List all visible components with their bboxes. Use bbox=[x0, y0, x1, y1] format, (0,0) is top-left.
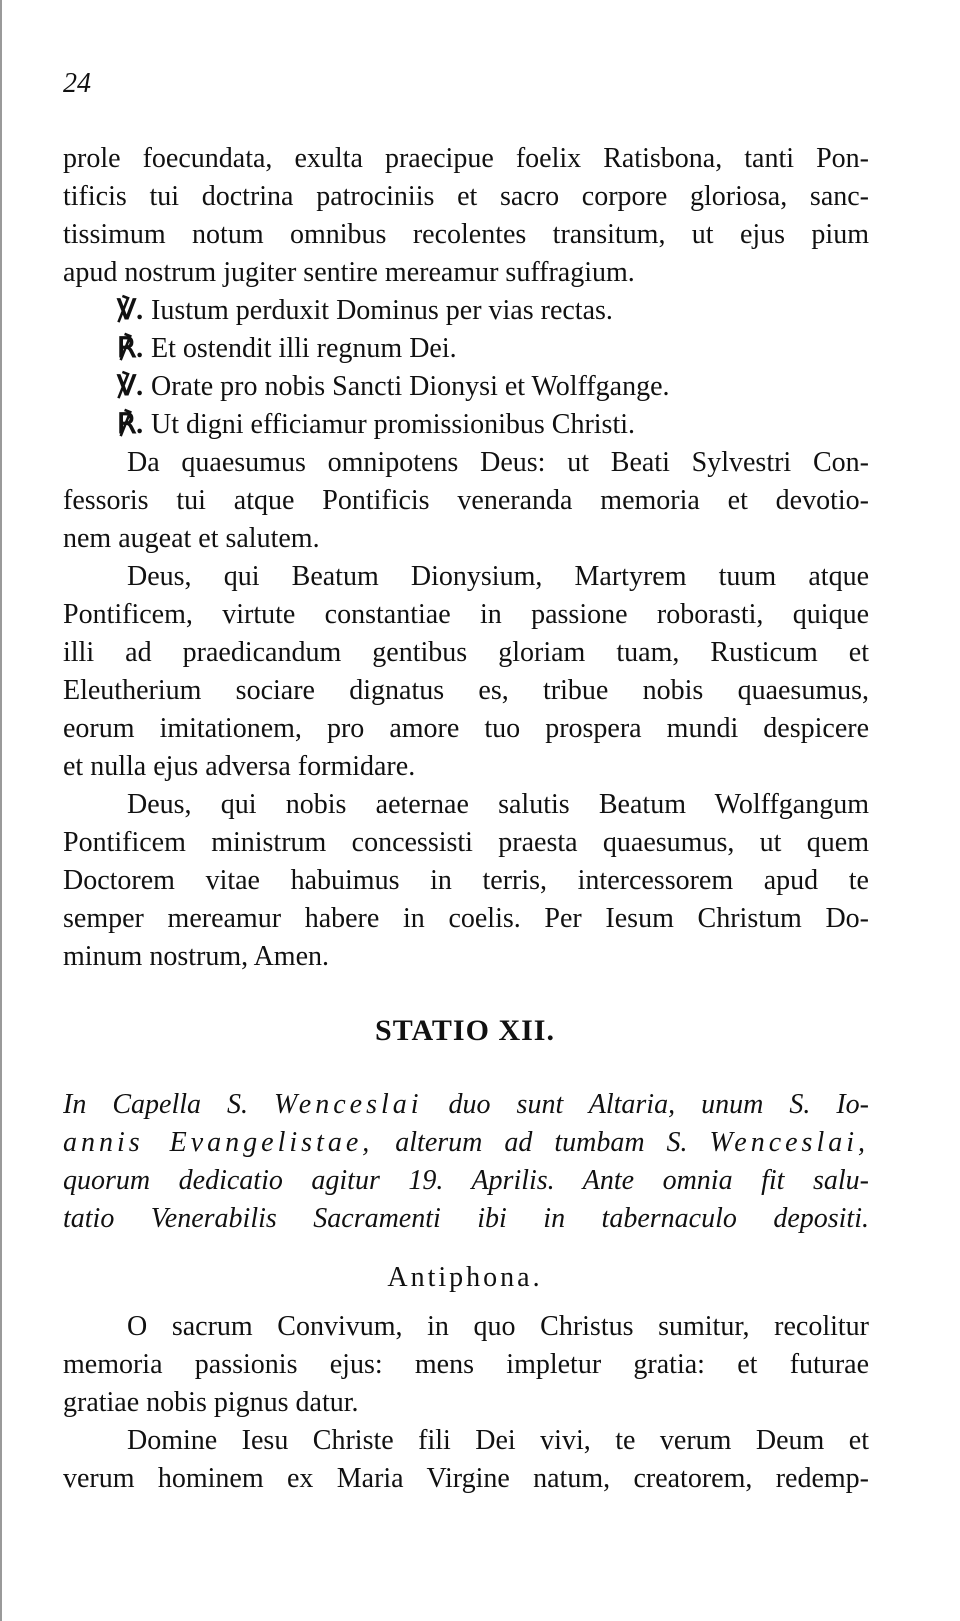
text-line: Domine Iesu Christe fili Dei vivi, te verum Deum et bbox=[127, 1425, 869, 1456]
text-line: apud nostrum jugiter sentire mereamur suffragium. bbox=[63, 257, 635, 288]
antiphona-heading: Antiphona. bbox=[387, 1262, 543, 1293]
text-line: fessoris tui atque Pontificis veneranda memoria et devotio- bbox=[63, 485, 869, 516]
rubric-line: tatio Venerabilis Sacramenti ibi in tabernaculo depositi. bbox=[63, 1203, 869, 1234]
rubric-line: quorum dedicatio agitur 19. Aprilis. Ante omnia fit salu- bbox=[63, 1165, 869, 1196]
response-line bbox=[63, 406, 869, 444]
response-line bbox=[63, 330, 869, 368]
response-mark: ℟. bbox=[117, 409, 144, 440]
text-line: gratiae nobis pignus datur. bbox=[63, 1387, 359, 1418]
rubric-line bbox=[63, 1086, 869, 1124]
page-edge bbox=[0, 0, 2, 1621]
text-line: Da quaesumus omnipotens Deus: ut Beati Sylvestri Con- bbox=[127, 447, 869, 478]
versicle-line bbox=[63, 292, 869, 330]
section-heading: STATIO XII. bbox=[375, 1014, 555, 1047]
page-number: 24 bbox=[63, 68, 91, 99]
response-text: Et ostendit illi regnum Dei. bbox=[151, 333, 457, 364]
text-line: et nulla ejus adversa formidare. bbox=[63, 751, 416, 782]
rubric-spaced-name: Wenceslai bbox=[274, 1089, 423, 1120]
prayer-sylvestri bbox=[63, 444, 869, 558]
rubric bbox=[63, 1086, 869, 1238]
response-text: Ut digni efficiamur promissionibus Christi. bbox=[151, 409, 636, 440]
text-line: Eleutherium sociare dignatus es, tribue nobis quaesumus, bbox=[63, 675, 869, 706]
prayer-dionysium bbox=[63, 558, 869, 786]
text-line: minum nostrum, Amen. bbox=[63, 941, 329, 972]
text-line: Pontificem, virtute constantiae in passione roborasti, quique bbox=[63, 599, 869, 630]
versicle-text: Iustum perduxit Dominus per vias rectas. bbox=[151, 295, 613, 326]
versicle-mark: ℣. bbox=[117, 371, 144, 402]
paragraph-prole-foecundata bbox=[63, 140, 869, 292]
antiphona-text bbox=[63, 1308, 869, 1422]
text-line: prole foecundata, exulta praecipue foelix Ratisbona, tanti Pon- bbox=[63, 143, 869, 174]
versicle-mark: ℣. bbox=[117, 295, 144, 326]
text-line: semper mereamur habere in coelis. Per Iesum Christum Do- bbox=[63, 903, 869, 934]
response-mark: ℟. bbox=[117, 333, 144, 364]
rubric-text: In Capella S. bbox=[63, 1089, 249, 1120]
text-line: eorum imitationem, pro amore tuo prospera mundi despicere bbox=[63, 713, 869, 744]
rubric-line bbox=[63, 1124, 869, 1162]
text-line: Doctorem vitae habuimus in terris, intercessorem apud te bbox=[63, 865, 869, 896]
text-line: illi ad praedicandum gentibus gloriam tuam, Rusticum et bbox=[63, 637, 869, 668]
text-line: O sacrum Convivum, in quo Christus sumitur, recolitur bbox=[127, 1311, 869, 1342]
rubric-text: duo sunt Altaria, unum S. Io- bbox=[448, 1089, 869, 1120]
text-line: memoria passionis ejus: mens impletur gratia: et futurae bbox=[63, 1349, 869, 1380]
prayer-wolffgangum bbox=[63, 786, 869, 976]
text-line: Deus, qui Beatum Dionysium, Martyrem tuum atque bbox=[127, 561, 869, 592]
prayer-domine-iesu bbox=[63, 1422, 869, 1498]
text-line: Pontificem ministrum concessisti praesta quaesumus, ut quem bbox=[63, 827, 869, 858]
versicle-line bbox=[63, 368, 869, 406]
rubric-text: alterum ad tumbam S. bbox=[395, 1127, 688, 1158]
rubric-spaced-name: annis Evangelistae, bbox=[63, 1127, 374, 1158]
text-line: nem augeat et salutem. bbox=[63, 523, 320, 554]
text-line: verum hominem ex Maria Virgine natum, creatorem, redemp- bbox=[63, 1463, 869, 1494]
text-line: tificis tui doctrina patrociniis et sacro corpore gloriosa, sanc- bbox=[63, 181, 869, 212]
versicle-text: Orate pro nobis Sancti Dionysi et Wolffgange. bbox=[151, 371, 670, 402]
rubric-spaced-name: Wenceslai, bbox=[709, 1127, 869, 1158]
text-line: tissimum notum omnibus recolentes transitum, ut ejus pium bbox=[63, 219, 869, 250]
text-line: Deus, qui nobis aeternae salutis Beatum Wolffgangum bbox=[127, 789, 869, 820]
versicles bbox=[63, 292, 869, 444]
